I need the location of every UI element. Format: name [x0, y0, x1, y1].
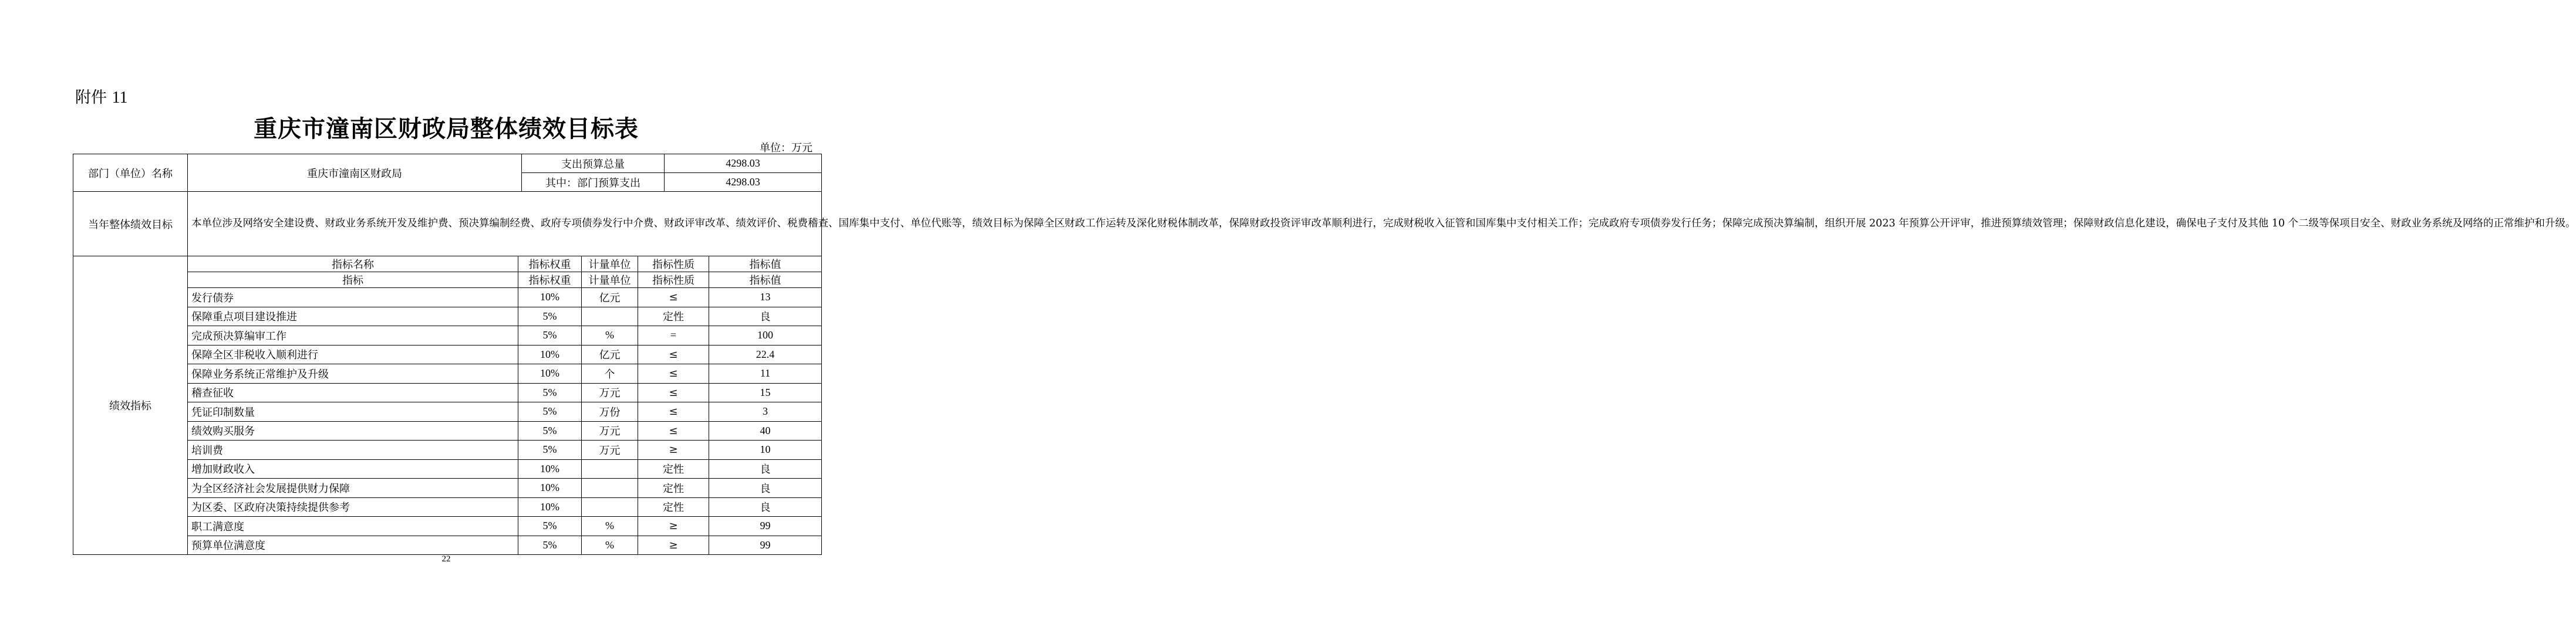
indicator-nature: ≤ — [638, 383, 709, 402]
subheader-indicator-unit: 计量单位 — [582, 272, 638, 288]
unit-label: 单位：万元 — [760, 142, 812, 154]
indicator-name: 凭证印制数量 — [188, 402, 518, 422]
indicator-weight: 5% — [518, 307, 582, 326]
indicator-unit: % — [582, 326, 638, 346]
subheader-indicator-value: 指标值 — [709, 272, 822, 288]
indicator-nature: = — [638, 326, 709, 346]
indicator-value: 良 — [709, 459, 822, 479]
indicator-value: 3 — [709, 402, 822, 422]
indicator-nature: ≥ — [638, 536, 709, 555]
indicator-value: 22.4 — [709, 345, 822, 364]
indicator-nature: ≤ — [638, 402, 709, 422]
indicator-name: 培训费 — [188, 441, 518, 460]
attachment-label — [75, 84, 128, 107]
indicator-unit: 个 — [582, 364, 638, 384]
annual-goal-text: 本单位涉及网络安全建设费、财政业务系统开发及维护费、预决算编制经费、政府专项债券发行中介费、财政评审改革、绩效评价、税费稽查、国库集中支付、单位代账等，绩效目标为保障全区财政工作运转及深化财税体制改革，保障财政投资评审改革顺利进行，完成财税收入征管和国库集中支付相关工作；完成政府专项债券发行任务；保障完成预决算编制，组织开展 2023 年预算公开评审，推进预算绩效管理；保障财政信息化建设，确保电子支付及其他 10 个二级等保项目安全、财政业务系统及网络的正常维护和升级。 — [188, 192, 822, 256]
indicator-name: 保障重点项目建设推进 — [188, 307, 518, 326]
indicator-weight: 10% — [518, 288, 582, 307]
indicator-name: 绩效购买服务 — [188, 421, 518, 441]
indicator-nature: 定性 — [638, 459, 709, 479]
dept-name-label: 部门（单位）名称 — [73, 154, 188, 192]
indicator-unit: % — [582, 536, 638, 555]
indicator-weight: 5% — [518, 441, 582, 460]
annual-goal-label: 当年整体绩效目标 — [73, 192, 188, 256]
indicator-unit: 万元 — [582, 383, 638, 402]
indicator-weight: 10% — [518, 364, 582, 384]
header-indicator-value: 指标值 — [709, 256, 822, 272]
indicator-weight: 5% — [518, 326, 582, 346]
indicator-value: 良 — [709, 307, 822, 326]
indicator-weight: 10% — [518, 345, 582, 364]
indicator-unit: 亿元 — [582, 288, 638, 307]
indicator-name: 保障全区非税收入顺利进行 — [188, 345, 518, 364]
indicator-value: 10 — [709, 441, 822, 460]
page-number: 22 — [441, 554, 451, 564]
budget-total-value: 4298.03 — [665, 154, 822, 173]
indicator-unit: 万元 — [582, 421, 638, 441]
indicator-name: 为全区经济社会发展提供财力保障 — [188, 479, 518, 498]
header-indicator-nature: 指标性质 — [638, 256, 709, 272]
indicator-weight: 10% — [518, 459, 582, 479]
budget-total-label: 支出预算总量 — [522, 154, 665, 173]
indicator-name: 完成预决算编审工作 — [188, 326, 518, 346]
indicator-weight: 10% — [518, 497, 582, 517]
header-indicator-name: 指标名称 — [188, 256, 518, 272]
performance-target-table — [73, 154, 2576, 555]
indicator-weight: 5% — [518, 421, 582, 441]
indicator-weight: 5% — [518, 536, 582, 555]
indicator-value: 100 — [709, 326, 822, 346]
indicator-nature: ≥ — [638, 441, 709, 460]
indicator-unit: 万元 — [582, 441, 638, 460]
header-indicator-weight: 指标权重 — [518, 256, 582, 272]
indicator-unit — [582, 479, 638, 498]
indicator-nature: ≤ — [638, 345, 709, 364]
header-indicator-unit: 计量单位 — [582, 256, 638, 272]
indicator-weight: 5% — [518, 517, 582, 536]
indicator-name: 保障业务系统正常维护及升级 — [188, 364, 518, 384]
indicator-unit: 亿元 — [582, 345, 638, 364]
indicator-value: 99 — [709, 517, 822, 536]
indicator-nature: 定性 — [638, 479, 709, 498]
indicator-name: 增加财政收入 — [188, 459, 518, 479]
attachment-word: 附件 — [75, 89, 107, 107]
indicator-weight: 5% — [518, 402, 582, 422]
indicator-unit — [582, 497, 638, 517]
dept-name-value: 重庆市潼南区财政局 — [188, 154, 522, 192]
indicator-name: 为区委、区政府决策持续提供参考 — [188, 497, 518, 517]
indicator-value: 良 — [709, 497, 822, 517]
indicator-name: 发行债券 — [188, 288, 518, 307]
indicator-weight: 10% — [518, 479, 582, 498]
attachment-number: 11 — [112, 89, 128, 107]
dept-budget-label: 其中：部门预算支出 — [522, 173, 665, 192]
indicator-unit — [582, 307, 638, 326]
indicator-value: 13 — [709, 288, 822, 307]
indicator-weight: 5% — [518, 383, 582, 402]
indicator-value: 40 — [709, 421, 822, 441]
indicator-nature: ≤ — [638, 288, 709, 307]
indicator-nature: 定性 — [638, 497, 709, 517]
indicator-name: 稽查征收 — [188, 383, 518, 402]
indicators-section-label: 绩效指标 — [73, 256, 188, 555]
subheader-indicator-weight: 指标权重 — [518, 272, 582, 288]
subheader-indicator-nature: 指标性质 — [638, 272, 709, 288]
indicator-value: 99 — [709, 536, 822, 555]
subheader-indicator-name: 指标 — [188, 272, 518, 288]
indicator-name: 职工满意度 — [188, 517, 518, 536]
indicator-unit: % — [582, 517, 638, 536]
indicator-unit — [582, 459, 638, 479]
indicator-value: 15 — [709, 383, 822, 402]
indicator-unit: 万份 — [582, 402, 638, 422]
indicator-nature: ≤ — [638, 421, 709, 441]
dept-budget-value: 4298.03 — [665, 173, 822, 192]
indicator-value: 良 — [709, 479, 822, 498]
indicator-value: 11 — [709, 364, 822, 384]
indicator-nature: 定性 — [638, 307, 709, 326]
page-title: 重庆市潼南区财政局整体绩效目标表 — [254, 116, 639, 143]
indicator-name: 预算单位满意度 — [188, 536, 518, 555]
indicator-nature: ≥ — [638, 517, 709, 536]
indicator-nature: ≤ — [638, 364, 709, 384]
